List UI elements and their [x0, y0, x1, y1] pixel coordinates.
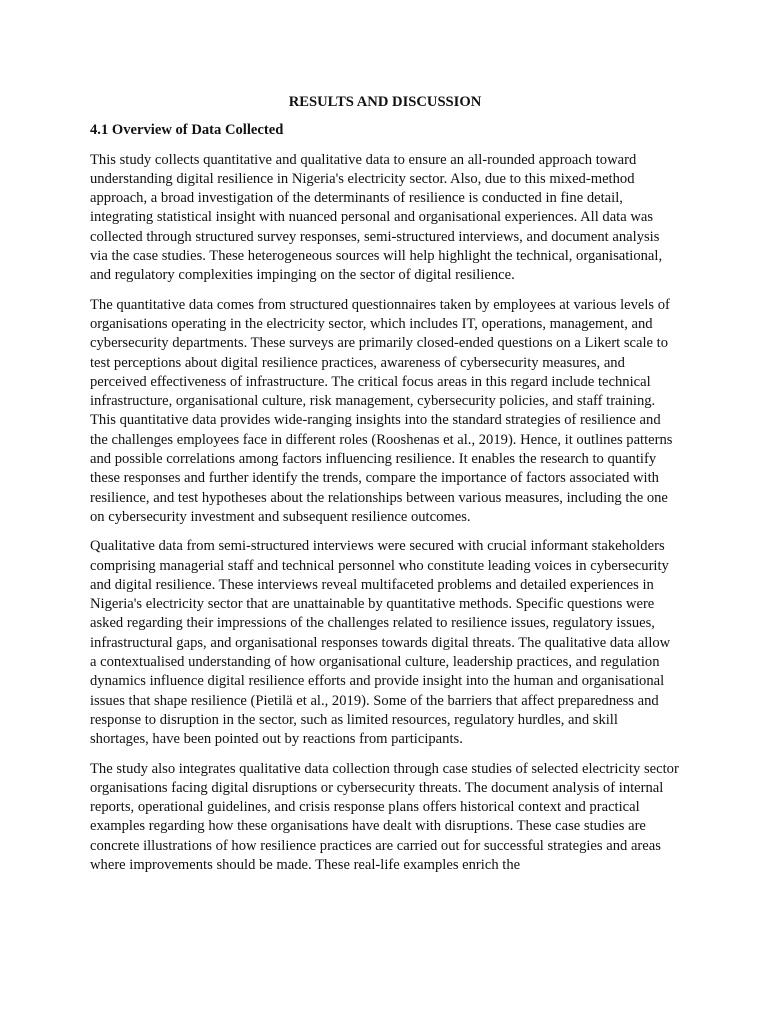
paragraph-2: The quantitative data comes from structured questionnaires taken by employees at various levels of organisations operating in the electricity sector, which includes IT, operations, management, and cybersecurity departments. These surveys are primarily closed-ended questions on a Likert scale to test perceptions about digital resilience practices, awareness of cybersecurity measures, and perceived effectiveness of infrastructure. The critical focus areas in this regard include technical infrastructure, organisational culture, risk management, cybersecurity policies, and staff training. This quantitative data provides wide-ranging insights into the standard strategies of resilience and the challenges employees face in different roles (Rooshenas et al., 2019). Hence, it outlines patterns and possible correlations among factors influencing resilience. It enables the research to quantify these responses and further identify the trends, compare the importance of factors associated with resilience, and test hypotheses about the relationships between various measures, including the one on cybersecurity investment and subsequent resilience outcomes. [90, 296, 673, 525]
paragraph-3: Qualitative data from semi-structured interviews were secured with crucial informant stakeholders comprising managerial staff and technical personnel who constitute leading voices in cybersecurity and digital resilience. These interviews reveal multifaceted problems and detailed experiences in Nigeria's electricity sector that are unattainable by quantitative methods. Specific questions were asked regarding their impressions of the challenges related to resilience issues, regulatory issues, infrastructural gaps, and organisational responses towards digital threats. The qualitative data allow a contextualised understanding of how organisational culture, leadership practices, and regulation dynamics influence digital resilience efforts and provide insight into the human and organisational issues that shape resilience (Pietilä et al., 2019). Some of the barriers that affect preparedness and response to disruption in the sector, such as limited resources, regulatory hurdles, and skill shortages, have been pointed out by reactions from participants. [90, 538, 671, 748]
paragraph-4: The study also integrates qualitative data collection through case studies of selected electricity sector organisations facing digital disruptions or cybersecurity threats. The document analysis of internal reports, operational guidelines, and crisis response plans offers historical context and practical examples regarding how these organisations have dealt with disruptions. These case studies are concrete illustrations of how resilience practices are carried out for successful strategies and areas where improvements should be made. These real-life examples enrich the [90, 760, 679, 873]
document-page [90, 93, 680, 885]
section-heading: 4.1 Overview of Data Collected [90, 122, 284, 139]
paragraph-1: This study collects quantitative and qualitative data to ensure an all-rounded approach toward understanding digital resilience in Nigeria's electricity sector. Also, due to this mixed-method approach, a broad investigation of the determinants of resilience is conducted in fine detail, integrating statistical insight with nuanced personal and organisational experiences. All data was collected through structured survey responses, semi-structured interviews, and document analysis via the case studies. These heterogeneous sources will help highlight the technical, organisational, and regulatory complexities impinging on the sector of digital resilience. [90, 151, 663, 284]
document-title: RESULTS AND DISCUSSION [288, 94, 482, 110]
